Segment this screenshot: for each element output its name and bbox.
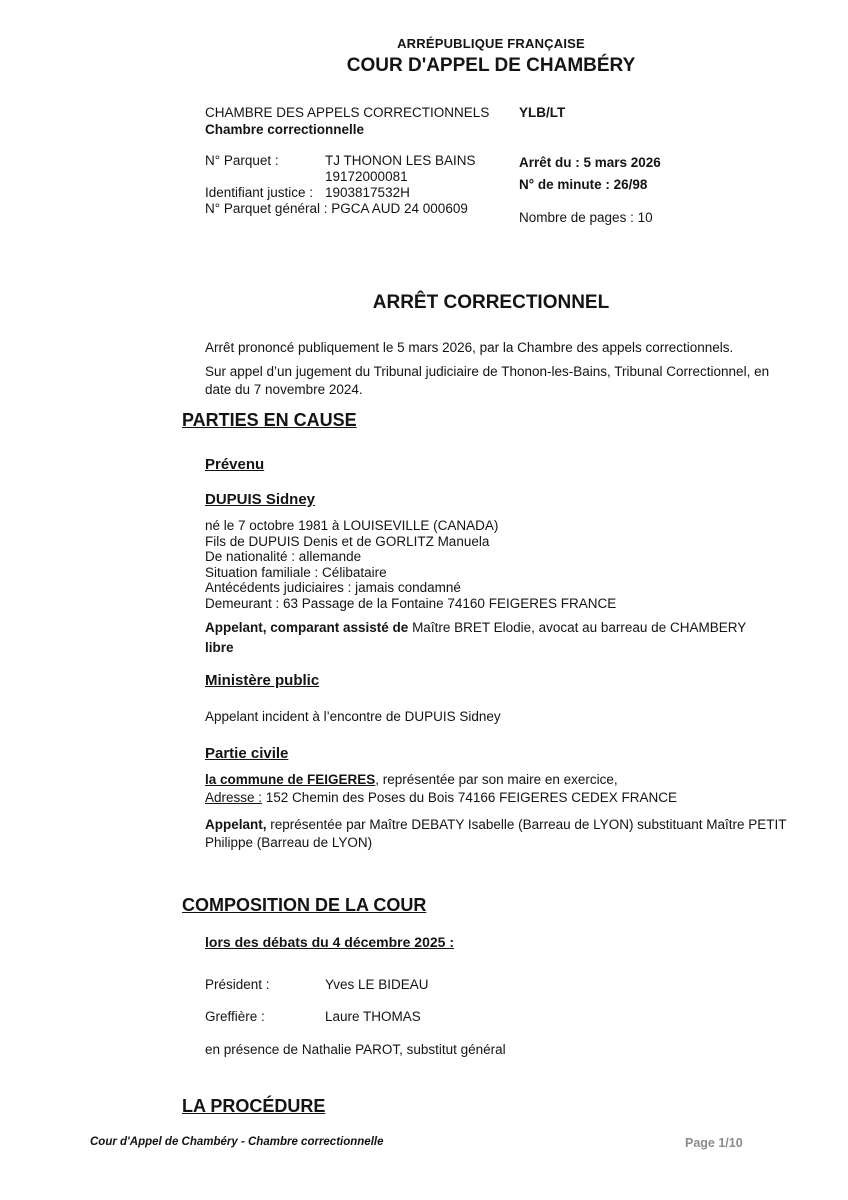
parquet-number: 19172000081: [325, 169, 408, 184]
partie-civile-name-rest: , représentée par son maire en exercice,: [375, 772, 618, 787]
intro-paragraph-2: Sur appel d’un jugement du Tribunal judiciaire de Thonon-les-Bains, Tribunal Correctionnel, en date du 7 novembre 2024.: [205, 364, 770, 397]
prevenu-appelant-block: [205, 620, 805, 655]
footer-page-number: Page 1/10: [685, 1136, 743, 1150]
identifiant-value: 1903817532H: [325, 185, 410, 200]
partie-civile-name: la commune de FEIGERES: [205, 772, 376, 787]
case-references-block: [205, 153, 476, 217]
partie-civile-appelant-bold: Appelant,: [205, 817, 267, 832]
parquet-general-line: [205, 201, 476, 217]
parquet-number-line: [205, 169, 476, 185]
parquet-line: [205, 153, 476, 169]
prevenu-detail-address: Demeurant : 63 Passage de la Fontaine 74160 FEIGERES FRANCE: [205, 595, 617, 611]
partie-civile-name-line: [205, 771, 805, 789]
parquet-general-label: N° Parquet général :: [205, 201, 328, 216]
chamber-line-1: CHAMBRE DES APPELS CORRECTIONNELS: [205, 105, 490, 120]
role-row-president: [205, 977, 429, 992]
partie-civile-address-line: [205, 789, 805, 807]
parquet-label: N° Parquet :: [205, 153, 279, 168]
chamber-block: [205, 104, 489, 138]
ministere-public-text: Appelant incident à l’encontre de DUPUIS Sidney: [205, 709, 501, 724]
section-heading-procedure: LA PROCÉDURE: [182, 1096, 326, 1116]
parquet-general-value: PGCA AUD 24 000609: [331, 201, 468, 216]
subheading-partie-civile: Partie civile: [205, 745, 289, 762]
prevenu-appelant-bold: Appelant, comparant assisté de: [205, 620, 409, 635]
arret-date: Arrêt du : 5 mars 2026: [519, 155, 661, 170]
pages-count: Nombre de pages : 10: [519, 210, 653, 225]
document-letterhead: [182, 36, 800, 77]
prevenu-details: [205, 518, 616, 611]
presence-line: en présence de Nathalie PAROT, substitut général: [205, 1042, 506, 1057]
prevenu-detail-record: Antécédents judiciaires : jamais condamné: [205, 580, 461, 595]
president-label: Président :: [205, 977, 270, 992]
subheading-prevenu: Prévenu: [205, 456, 265, 473]
debats-date-line: lors des débats du 4 décembre 2025 :: [205, 934, 454, 950]
prevenu-status: libre: [205, 640, 234, 655]
reference-code: YLB/LT: [519, 105, 566, 120]
greffiere-name: Laure THOMAS: [325, 1009, 421, 1024]
identifiant-line: [205, 185, 476, 201]
prevenu-detail-nationality: De nationalité : allemande: [205, 549, 362, 564]
prevenu-detail-birth: né le 7 octobre 1981 à LOUISEVILLE (CANADA): [205, 518, 499, 533]
partie-civile-appelant-line: [205, 816, 797, 851]
section-heading-parties: PARTIES EN CAUSE: [182, 410, 357, 430]
chamber-line-2: Chambre correctionnelle: [205, 122, 365, 137]
president-name: Yves LE BIDEAU: [325, 977, 429, 992]
identifiant-label: Identifiant justice :: [205, 185, 314, 200]
minute-number: N° de minute : 26/98: [519, 177, 648, 192]
court-title: COUR D'APPEL DE CHAMBÉRY: [346, 55, 636, 76]
partie-civile-appelant-rest: représentée par Maître DEBATY Isabelle (Barreau de LYON) substituant Maître PETIT Philippe (Barreau de LYON): [205, 817, 787, 850]
partie-civile-address-label: Adresse :: [205, 789, 263, 805]
partie-civile-address-value: 152 Chemin des Poses du Bois 74166 FEIGERES CEDEX FRANCE: [262, 789, 677, 805]
prevenu-appelant-rest: Maître BRET Elodie, avocat au barreau de CHAMBERY: [408, 620, 747, 635]
prevenu-appelant-line: [205, 620, 805, 635]
republic-line: ARRÉPUBLIQUE FRANÇAISE: [397, 36, 585, 51]
prevenu-detail-family: Situation familiale : Célibataire: [205, 564, 387, 580]
decision-dates-block: [519, 152, 661, 196]
section-heading-composition: COMPOSITION DE LA COUR: [182, 895, 427, 915]
prevenu-detail-parents: Fils de DUPUIS Denis et de GORLITZ Manuela: [205, 533, 490, 549]
intro-paragraph-1: Arrêt prononcé publiquement le 5 mars 2026, par la Chambre des appels correctionnels.: [205, 340, 734, 355]
footer-court-label: Cour d'Appel de Chambéry - Chambre correctionnelle: [90, 1136, 384, 1148]
subheading-ministere-public: Ministère public: [205, 672, 320, 689]
greffiere-label: Greffière :: [205, 1009, 265, 1024]
role-row-greffiere: [205, 1009, 421, 1024]
prevenu-name: DUPUIS Sidney: [205, 491, 316, 508]
parquet-court: TJ THONON LES BAINS: [325, 153, 476, 168]
partie-civile-block: [205, 771, 805, 806]
document-title: ARRÊT CORRECTIONNEL: [372, 292, 610, 313]
